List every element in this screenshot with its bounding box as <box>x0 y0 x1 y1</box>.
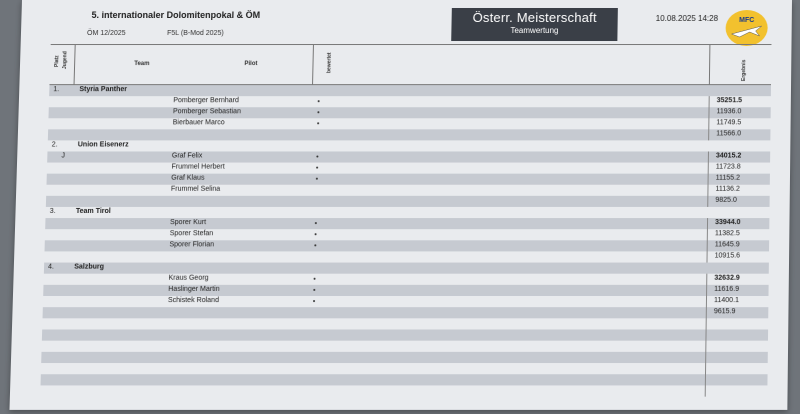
pilot-name: Kraus Georg <box>168 274 209 282</box>
banner-subtitle: Teamwertung <box>510 26 559 36</box>
pilot-result: 11723.8 <box>708 163 770 174</box>
team-name: Salzburg <box>74 263 105 271</box>
pilot-name: Frummel Selina <box>170 185 221 193</box>
team-place: 2. <box>51 141 58 149</box>
empty-row <box>41 363 768 374</box>
rated-marker <box>313 300 315 302</box>
empty-row <box>40 385 767 396</box>
team-row <box>49 85 771 96</box>
pilot-name: Sporer Kurt <box>169 219 207 227</box>
team-ranking-table <box>40 44 771 400</box>
team-row <box>44 263 769 274</box>
rated-marker <box>315 233 317 235</box>
team-name: Styria Panther <box>79 86 128 94</box>
rated-marker <box>315 222 317 224</box>
pilot-result: 11566.0 <box>708 129 770 140</box>
empty-result-cell <box>706 318 769 329</box>
empty-result-cell <box>705 363 768 374</box>
pilot-row <box>46 174 769 185</box>
pilot-name: Graf Felix <box>171 152 203 160</box>
team-total: 34015.2 <box>708 151 770 162</box>
pilot-row-first <box>49 96 771 107</box>
pilot-row <box>45 240 770 251</box>
empty-result-cell <box>705 352 768 363</box>
column-header-row <box>49 45 771 85</box>
empty-result-cell <box>705 374 768 385</box>
pilot-row <box>45 229 769 240</box>
col-pilot: Pilot <box>244 61 258 68</box>
pilot-row-first <box>44 274 769 285</box>
pilot-row <box>43 307 769 318</box>
pilot-name: Graf Klaus <box>171 174 205 182</box>
championship-banner <box>451 8 618 41</box>
pilot-name: Sporer Stefan <box>169 230 214 238</box>
team-place: 4. <box>47 263 55 271</box>
pilot-name: Sporer Florian <box>169 241 215 249</box>
pilot-name: Haslinger Martin <box>168 285 220 293</box>
competition-title: 5. internationaler Dolomitenpokal & ÖM <box>91 9 261 20</box>
pilot-result: 11382.5 <box>707 229 770 240</box>
result-sheet <box>9 0 792 410</box>
col-platz: Platz <box>54 55 61 68</box>
pilot-row <box>47 163 770 174</box>
pilot-result: 11155.2 <box>708 174 770 185</box>
empty-result-cell <box>705 341 768 352</box>
competition-code: ÖM 12/2025 <box>86 30 126 38</box>
pilot-result: 11400.1 <box>706 296 769 307</box>
team-row <box>47 140 770 151</box>
rated-marker <box>316 178 318 180</box>
rated-marker <box>314 278 316 280</box>
rated-marker <box>317 122 319 124</box>
team-place: 3. <box>49 207 56 216</box>
col-jugend: Jugend <box>61 51 69 70</box>
pilot-name: Pomberger Bernhard <box>173 97 239 105</box>
club-logo <box>725 10 767 46</box>
team-place: 1. <box>53 86 60 94</box>
print-datetime: 10.08.2025 14:28 <box>655 13 719 23</box>
pilot-result: 9615.9 <box>706 307 769 318</box>
pilot-result: 11616.9 <box>706 285 769 296</box>
pilot-row <box>43 296 769 307</box>
pilot-row <box>48 118 770 129</box>
team-name: Team Tirol <box>75 207 111 216</box>
rated-marker <box>316 156 318 158</box>
youth-mark: J <box>61 152 66 160</box>
pilot-result: 10915.6 <box>706 251 769 262</box>
team-total: 32632.9 <box>706 274 769 285</box>
pilot-result: 11645.9 <box>707 240 770 251</box>
pilot-row <box>43 285 768 296</box>
pilot-row <box>46 196 770 207</box>
pilot-name: Frummel Herbert <box>171 163 225 171</box>
pilot-name: Bierbauer Marco <box>172 119 225 127</box>
rated-marker <box>314 244 316 246</box>
rated-marker <box>313 289 315 291</box>
pilot-row <box>44 251 769 262</box>
empty-row <box>41 374 768 385</box>
empty-row <box>42 318 768 329</box>
pilot-name: Schistek Roland <box>167 297 220 305</box>
col-team: Team <box>134 61 150 68</box>
pilot-row <box>48 107 770 118</box>
col-bewertet: bewertet <box>326 52 333 74</box>
pilot-result: 11749.5 <box>708 118 770 129</box>
team-total: 35251.5 <box>709 96 771 107</box>
rated-marker <box>317 111 319 113</box>
pilot-row-first <box>45 218 769 229</box>
empty-result-cell <box>705 385 768 396</box>
competition-class: F5L (B-Mod 2025) <box>167 30 224 38</box>
logo-text: MFC <box>739 16 755 24</box>
empty-row <box>41 352 768 363</box>
rated-marker <box>318 100 320 102</box>
empty-row <box>42 341 768 352</box>
empty-row <box>42 329 768 340</box>
pilot-result: 11136.2 <box>707 185 769 196</box>
empty-result-cell <box>705 329 768 340</box>
team-name: Union Eisenerz <box>77 141 129 149</box>
pilot-row <box>48 129 771 140</box>
team-total: 33944.0 <box>707 218 769 229</box>
pilot-result: 9825.0 <box>707 196 769 207</box>
pilot-name: Pomberger Sebastian <box>172 108 242 116</box>
col-ergebnis: Ergebnis <box>740 59 748 82</box>
pilot-row <box>46 185 770 196</box>
rated-marker <box>316 167 318 169</box>
banner-title: Österr. Meisterschaft <box>472 9 597 26</box>
pilot-result: 11936.0 <box>708 107 770 118</box>
team-row <box>45 207 769 218</box>
pilot-row-first <box>47 151 770 162</box>
